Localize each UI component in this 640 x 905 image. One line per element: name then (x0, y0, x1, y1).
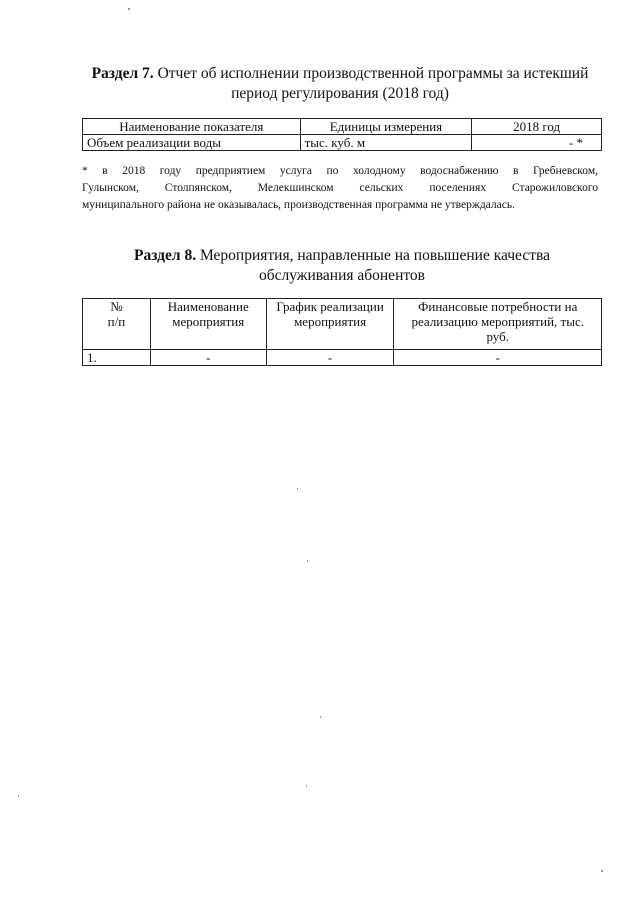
section-7-table (82, 118, 602, 151)
header-cell: Единицы измерения (300, 119, 472, 135)
header-cell-number (83, 299, 151, 350)
header-text: реализацию мероприятий, тыс. (411, 314, 584, 329)
table-cell: - (150, 350, 266, 366)
scan-speck (307, 560, 308, 562)
footnote-line: * в 2018 году предприятием услуга по холодному водоснабжению в Гребневском, (82, 165, 598, 177)
header-cell-finance (394, 299, 602, 350)
table-header-row (83, 299, 602, 350)
header-text: Наименование (167, 299, 249, 314)
section-8-title-line-1 (50, 246, 634, 266)
header-text: мероприятия (294, 314, 367, 329)
section-8-table (82, 298, 602, 366)
scan-speck (306, 785, 307, 787)
scan-speck (297, 488, 298, 490)
section-8-heading (50, 246, 634, 286)
header-text: График реализации (276, 299, 384, 314)
table-cell: - * (472, 135, 602, 151)
header-cell: 2018 год (472, 119, 602, 135)
header-cell-schedule (266, 299, 394, 350)
header-text: Финансовые потребности на (418, 299, 578, 314)
header-cell-name (150, 299, 266, 350)
table-header-row (83, 119, 602, 135)
table-row (83, 350, 602, 366)
table-cell: - (394, 350, 602, 366)
footnote-line: муниципального района не оказывалась, производственная программа не утверждалась. (82, 199, 515, 211)
table-cell: 1. (83, 350, 151, 366)
section-8-title-line-2: обслуживания абонентов (258, 267, 425, 284)
section-7-footnote (82, 163, 598, 214)
header-text: мероприятия (172, 314, 245, 329)
scan-speck (320, 716, 321, 718)
section-7-heading (60, 64, 620, 104)
header-cell: Наименование показателя (83, 119, 301, 135)
section-7-label: Раздел 7. (91, 65, 154, 82)
header-text: руб. (486, 329, 509, 344)
table-cell: тыс. куб. м (300, 135, 472, 151)
section-8-title-text: Мероприятия, направленные на повышение качества (199, 247, 550, 264)
header-text: п/п (107, 314, 126, 329)
footnote-line: Гулынском, Столпянском, Мелекшинском сельских поселениях Старожиловского (82, 182, 598, 194)
scan-speck (18, 795, 19, 797)
header-text: № (110, 299, 123, 314)
table-row (83, 135, 602, 151)
section-7-title-line-2: период регулирования (2018 год) (231, 85, 449, 102)
section-7-title-text: Отчет об исполнении производственной программы за истекший (157, 65, 589, 82)
section-8-label: Раздел 8. (134, 247, 197, 264)
scan-speck (128, 8, 130, 10)
scan-speck (601, 870, 603, 872)
table-cell: - (266, 350, 394, 366)
table-cell: Объем реализации воды (83, 135, 301, 151)
section-7-title-line-1 (60, 64, 620, 84)
